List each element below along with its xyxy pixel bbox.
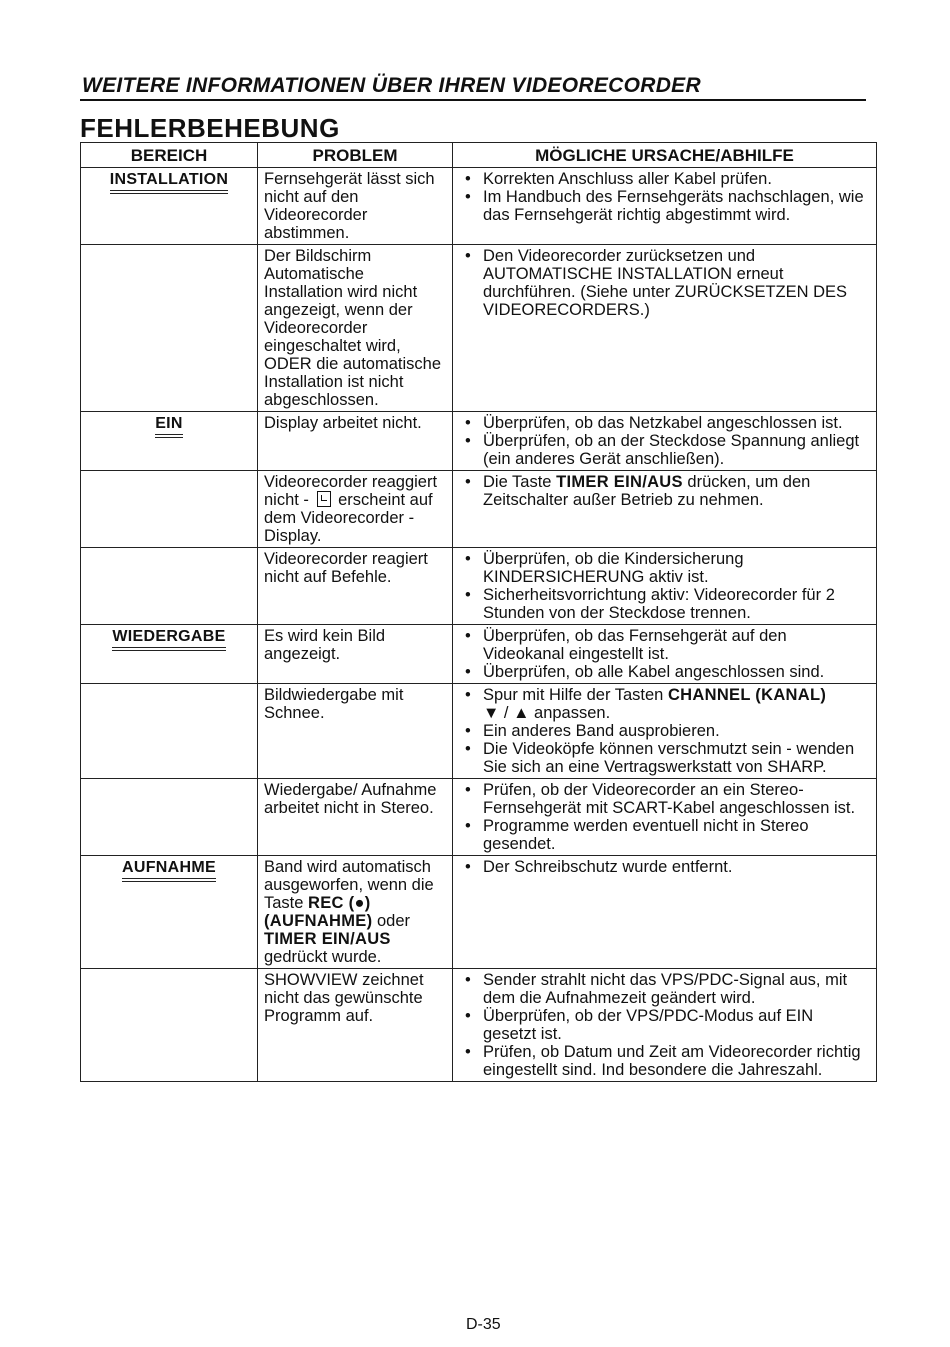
header-rule [80,99,866,101]
area-label: WIEDERGABE [112,628,225,651]
arrow-keys-icon: ▼ / ▲ [483,704,530,722]
cause-list [459,858,870,876]
problem-cell [258,471,453,548]
cause-list [459,473,870,509]
cause-item: • Die Videoköpfe können verschmutzt sein - wenden Sie sich an eine Vertragswerkstatt von SHARP. [483,740,870,776]
table-row [81,548,877,625]
problem-cell: Videorecorder reagiert nicht auf Befehle. [258,548,453,625]
page-header-title: WEITERE INFORMATIONEN ÜBER IHREN VIDEORECORDER [82,74,701,97]
area-cell-empty [81,471,258,548]
cause-text: Spur mit Hilfe der Tasten [483,686,664,704]
area-cell-wiedergabe [81,625,258,684]
area-cell-empty [81,684,258,779]
cause-list [459,781,870,853]
cause-cell [453,471,877,548]
problem-text: Band wird automatisch ausgeworfen, wenn die Taste [264,858,434,912]
table-row [81,625,877,684]
problem-text: oder [377,912,411,930]
cause-cell [453,625,877,684]
cause-cell [453,245,877,412]
table-row [81,779,877,856]
table-row [81,471,877,548]
cause-list [459,414,870,468]
table-row [81,969,877,1082]
area-cell-empty [81,548,258,625]
cause-list [459,170,870,224]
cause-item: • Prüfen, ob Datum und Zeit am Videorecorder richtig eingestellt sind. Ind besondere die Jahreszahl. [483,1043,870,1079]
timer-display-icon [317,491,331,507]
area-cell-installation [81,168,258,245]
cause-cell [453,412,877,471]
table-row [81,684,877,779]
problem-cell: Bildwiedergabe mit Schnee. [258,684,453,779]
cause-item: • Überprüfen, ob an der Steckdose Spannung anliegt (ein anderes Gerät anschließen). [483,432,870,468]
table-row [81,245,877,412]
cause-list [459,247,870,319]
area-label: INSTALLATION [110,171,229,194]
area-cell-empty [81,779,258,856]
problem-text: erscheint auf dem Videorecorder - Display. [264,491,433,545]
area-label: AUFNAHME [122,859,216,882]
cause-item [483,686,870,722]
cause-cell [453,969,877,1082]
troubleshooting-table [80,142,877,1082]
cause-item: • Überprüfen, ob alle Kabel angeschlossen sind. [483,663,870,681]
cause-cell [453,548,877,625]
cause-item: • Im Handbuch des Fernsehgeräts nachschlagen, wie das Fernsehgerät richtig abgestimmt wird. [483,188,870,224]
problem-cell: SHOWVIEW zeichnet nicht das gewünschte Programm auf. [258,969,453,1082]
page-number: D-35 [466,1316,501,1333]
table-row [81,168,877,245]
table-header-row [81,143,877,168]
area-cell-empty [81,969,258,1082]
area-cell-ein [81,412,258,471]
problem-cell: Fernsehgerät lässt sich nicht auf den Videorecorder abstimmen. [258,168,453,245]
cause-item: • Der Schreibschutz wurde entfernt. [483,858,870,876]
problem-cell: Der Bildschirm Automatische Installation wird nicht angezeigt, wenn der Videorecorder eingeschaltet wird, ODER die automatische Installation ist nicht abgeschlossen. [258,245,453,412]
cause-item: • Sicherheitsvorrichtung aktiv: Videorecorder für 2 Stunden von der Steckdose trennen. [483,586,870,622]
cause-item: • Überprüfen, ob das Fernsehgerät auf den Videokanal eingestellt ist. [483,627,870,663]
cause-list [459,971,870,1079]
cause-item: • Prüfen, ob der Videorecorder an ein Stereo-Fernsehgerät mit SCART-Kabel angeschlossen ist. [483,781,870,817]
table-row [81,412,877,471]
problem-cell: Es wird kein Bild angezeigt. [258,625,453,684]
cause-item: • Überprüfen, ob das Netzkabel angeschlossen ist. [483,414,870,432]
cause-cell [453,856,877,969]
cause-item: • Überprüfen, ob der VPS/PDC-Modus auf EIN gesetzt ist. [483,1007,870,1043]
cause-text: Die Taste [483,473,552,491]
column-header-problem: PROBLEM [258,143,453,168]
column-header-cause: MÖGLICHE URSACHE/ABHILFE [453,143,877,168]
cause-list [459,627,870,681]
cause-item: • Ein anderes Band ausprobieren. [483,722,870,740]
cause-list [459,686,870,776]
problem-cell: Wiedergabe/ Aufnahme arbeitet nicht in Stereo. [258,779,453,856]
cause-cell [453,779,877,856]
key-name: TIMER EIN/AUS [556,473,683,491]
cause-item: • Korrekten Anschluss aller Kabel prüfen. [483,170,870,188]
problem-cell [258,856,453,969]
cause-cell [453,168,877,245]
area-cell-empty [81,245,258,412]
column-header-area: BEREICH [81,143,258,168]
cause-cell [453,684,877,779]
cause-item [483,473,870,509]
cause-text: anpassen. [534,704,611,722]
key-name: REC (●) (AUFNAHME) [264,894,373,930]
problem-text: Videorecorder reaggiert nicht - [264,473,438,509]
area-label: EIN [155,415,183,438]
cause-item: • Programme werden eventuell nicht in Stereo gesendet. [483,817,870,853]
key-name: TIMER EIN/AUS [264,930,391,948]
table-row [81,856,877,969]
cause-text: drücken, um den Zeitschalter außer Betrieb zu nehmen. [483,473,811,509]
problem-text: gedrückt wurde. [264,948,382,966]
section-title: FEHLERBEHEBUNG [80,113,340,143]
key-name: CHANNEL (KANAL) [667,686,827,704]
cause-item: • Überprüfen, ob die Kindersicherung KINDERSICHERUNG aktiv ist. [483,550,870,586]
area-cell-aufnahme [81,856,258,969]
cause-list [459,550,870,622]
cause-item: • Sender strahlt nicht das VPS/PDC-Signal aus, mit dem die Aufnahmezeit geändert wird. [483,971,870,1007]
problem-cell: Display arbeitet nicht. [258,412,453,471]
cause-item: • Den Videorecorder zurücksetzen und AUTOMATISCHE INSTALLATION erneut durchführen. (Siehe unter ZURÜCKSETZEN DES VIDEORECORDERS.) [483,247,870,319]
